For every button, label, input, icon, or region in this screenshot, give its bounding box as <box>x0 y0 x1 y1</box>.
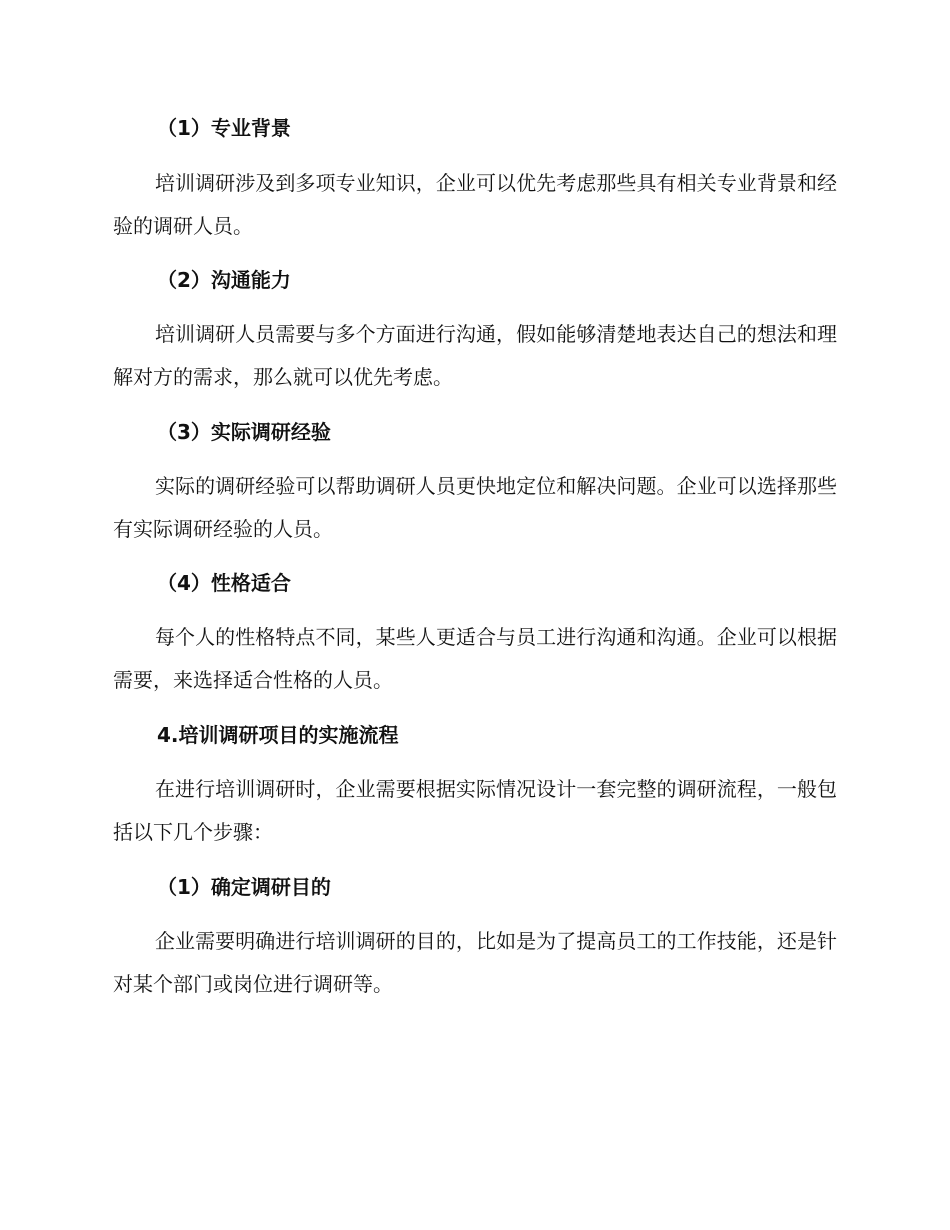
paragraph-communication: 培训调研人员需要与多个方面进行沟通，假如能够清楚地表达自己的想法和理解对方的需求，那么就可以优先考虑。 <box>113 322 837 389</box>
section-heading-implementation-process: 4.培训调研项目的实施流程 <box>157 723 399 747</box>
section-heading-research-experience: （3）实际调研经验 <box>157 420 331 444</box>
paragraph-personality: 每个人的性格特点不同，某些人更适合与员工进行沟通和沟通。企业可以根据需要，来选择适合性格的人员。 <box>113 625 837 692</box>
paragraph-research-experience: 实际的调研经验可以帮助调研人员更快地定位和解决问题。企业可以选择那些有实际调研经验的人员。 <box>113 474 837 541</box>
section-heading-personality: （4）性格适合 <box>157 571 291 595</box>
paragraph-implementation-process: 在进行培训调研时，企业需要根据实际情况设计一套完整的调研流程，一般包括以下几个步骤： <box>113 777 837 844</box>
section-heading-professional-background: （1）专业背景 <box>157 116 291 140</box>
section-heading-communication: （2）沟通能力 <box>157 268 291 292</box>
paragraph-research-purpose: 企业需要明确进行培训调研的目的，比如是为了提高员工的工作技能，还是针对某个部门或岗位进行调研等。 <box>113 929 837 996</box>
section-heading-research-purpose: （1）确定调研目的 <box>157 875 331 899</box>
paragraph-professional-background: 培训调研涉及到多项专业知识，企业可以优先考虑那些具有相关专业背景和经验的调研人员。 <box>113 171 837 238</box>
